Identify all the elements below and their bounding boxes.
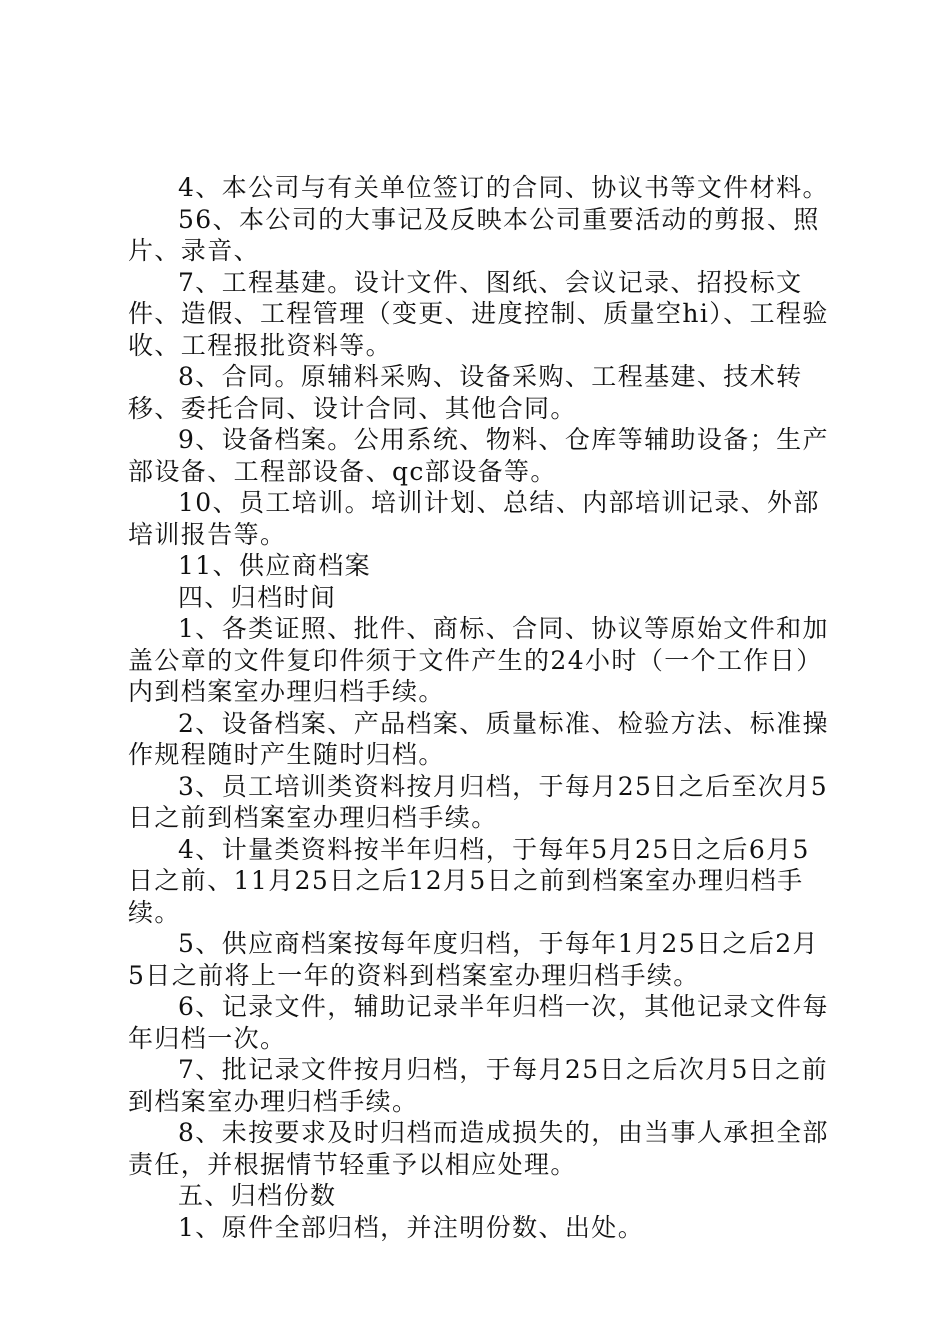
paragraph-staff-training: 10、员工培训。培训计划、总结、内部培训记录、外部培训报告等。	[128, 488, 820, 549]
paragraph-copies-originals: 1、原件全部归档，并注明份数、出处。	[178, 1212, 645, 1242]
paragraph-time-supplier: 5、供应商档案按每年度归档，于每年1月25日之后2月5日之前将上一年的资料到档案室办理归档手续。	[128, 929, 819, 990]
paragraph-time-metrology: 4、计量类资料按半年归档，于每年5月25日之后6月5日之前、11月25日之后12月5日之前到档案室办理归档手续。	[128, 834, 810, 927]
section-heading-archiving-copies: 五、归档份数	[178, 1181, 337, 1210]
paragraph-time-liability: 8、未按要求及时归档而造成损失的，由当事人承担全部责任，并根据情节轻重予以相应处理。	[128, 1118, 829, 1179]
paragraph-time-records: 6、记录文件，辅助记录半年归档一次，其他记录文件每年归档一次。	[128, 992, 829, 1053]
paragraph-time-batch-records: 7、批记录文件按月归档，于每月25日之后次月5日之前到档案室办理归档手续。	[128, 1055, 829, 1116]
paragraph-major-events: 56、本公司的大事记及反映本公司重要活动的剪报、照片、录音、	[128, 204, 820, 265]
paragraph-time-training: 3、员工培训类资料按月归档，于每月25日之后至次月5日之前到档案室办理归档手续。	[128, 771, 829, 832]
section-heading-archiving-time: 四、归档时间	[178, 582, 337, 612]
paragraph-time-equipment-product: 2、设备档案、产品档案、质量标准、检验方法、标准操作规程随时产生随时归档。	[128, 708, 829, 769]
paragraph-contract-materials: 4、本公司与有关单位签订的合同、协议书等文件材料。	[178, 173, 829, 202]
paragraph-supplier-archives: 11、供应商档案	[178, 551, 372, 580]
paragraph-engineering-construction: 7、工程基建。设计文件、图纸、会议记录、招投标文件、造假、工程管理（变更、进度控制、质量空hi）、工程验收、工程报批资料等。	[128, 267, 829, 360]
document-body	[128, 172, 836, 1243]
paragraph-contracts: 8、合同。原辅料采购、设备采购、工程基建、技术转移、委托合同、设计合同、其他合同。	[128, 362, 803, 423]
paragraph-time-original-documents: 1、各类证照、批件、商标、合同、协议等原始文件和加盖公章的文件复印件须于文件产生的24小时（一个工作日）内到档案室办理归档手续。	[128, 614, 829, 706]
paragraph-equipment-archives: 9、设备档案。公用系统、物料、仓库等辅助设备；生产部设备、工程部设备、qc部设备等。	[128, 425, 829, 486]
